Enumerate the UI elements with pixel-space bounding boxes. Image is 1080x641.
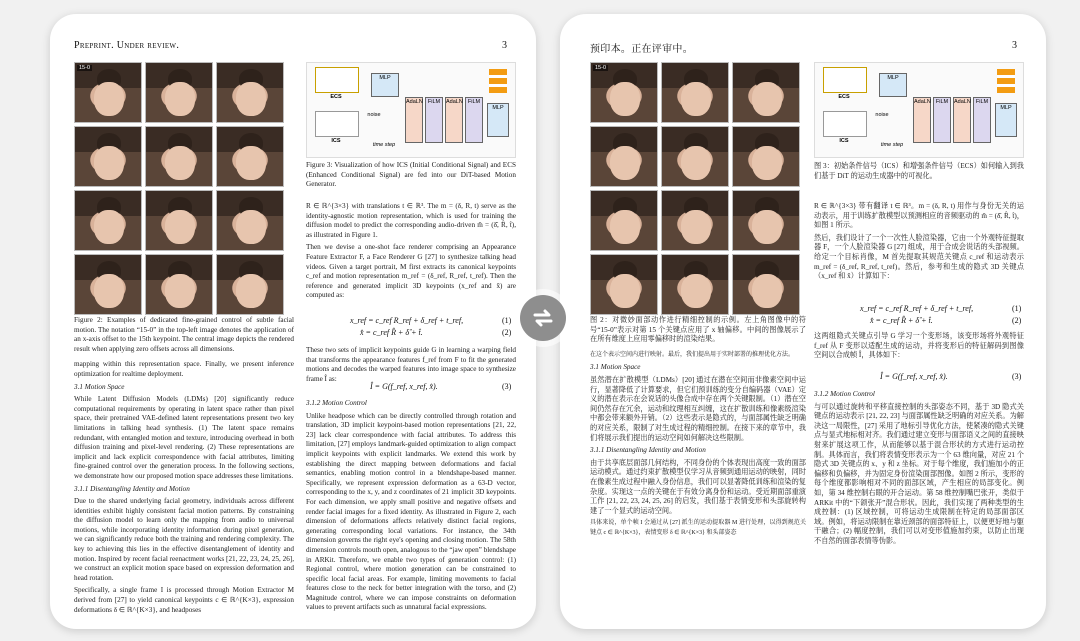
figure-2-caption: 图 2：对微妙面部动作进行精细控制的示例。左上角图像中的符号“15-0”表示对第 15 个关键点应用了 x 轴偏移。中间的图像展示了在所有维度上应用零偏移时的渲染结果。 xyxy=(590,316,806,344)
right-column-cont xyxy=(814,332,1024,364)
noise-label: noise xyxy=(367,112,381,118)
equation-1-number: (1) xyxy=(1012,304,1022,313)
section-title: 3.1 Motion Space xyxy=(74,382,125,391)
paragraph: R ∈ ℝ^{3×3} with translations t ∈ ℝ³. The m = (δ, R, t) serve as the identity-agnostic motion representation, which is used for training the diffusion model to predict the corresponding audio-driven m̂ = (δ̂, R̂, t̂), as illustrated in Figure 1. xyxy=(306,202,516,239)
adaln-block: AdaLN xyxy=(445,97,463,143)
ecs-input-box xyxy=(315,67,359,93)
ecs-label: ECS xyxy=(330,94,342,100)
equation-1-number: (1) xyxy=(502,316,512,325)
paragraph: Specifically, a single frame I is processed through Motion Extractor M derived from [27] to yield canonical keypoints c ∈ ℝ^{K×3}, expression deformations δ ∈ ℝ^{K×3}, and headposes xyxy=(74,586,294,614)
film-block: FiLM xyxy=(465,97,483,143)
chinese-paper-page xyxy=(560,14,1046,629)
output-stack-icon xyxy=(489,69,507,93)
face-image xyxy=(732,190,800,251)
equation-2-number: (2) xyxy=(1012,316,1022,325)
face-image xyxy=(216,62,284,123)
equation-2-number: (2) xyxy=(502,328,512,337)
mlp-block: MLP xyxy=(879,73,907,97)
face-image xyxy=(145,62,213,123)
equation-3: Î = G(f_ref, x_ref, x̂). xyxy=(880,372,948,381)
face-image xyxy=(74,254,142,315)
face-image xyxy=(216,254,284,315)
paragraph: 虽然潜在扩散模型（LDMs）[20] 通过在潜在空间而非像素空间中运行，显著降低了计算要求，但它们预训练的变分自编码器（VAE）定义的潜在表示在会说话的头像合成中存在两个关键限制。（1）潜在空间仍然存在冗余，运动和纹理相互纠缠，这在扩散训练和像素级渲染中都会带来额外开销。（2）这些表示是隐式的，与面部属性缺乏明确的对应关系，限制了对生成过程的精细控制。在接下来的章节中，我们将展示我们提出的运动空间如何解决这些限制。 xyxy=(590,375,806,442)
face-image xyxy=(216,190,284,251)
figure-3-caption: Figure 3: Visualization of how ICS (Initial Conditional Signal) and ECS (Enhanced Conditional Signal) are fed into our DiT-based Motion Generator. xyxy=(306,161,516,189)
ecs-label: ECS xyxy=(838,94,850,100)
paragraph: Then we devise a one-shot face renderer comprising an Appearance Feature Extractor F, a Face Renderer G [27] to synthesize talking head videos. Given a target portrait, M first extracts its canonical keypoints c_ref and motion representation m_ref = (δ_ref, R_ref, t_ref). Then the reference and generated implicit 3D keypoints (x_ref and x̂) are computed as: xyxy=(306,243,516,300)
face-image xyxy=(661,126,729,187)
equation-3-number: (3) xyxy=(1012,372,1022,381)
face-image xyxy=(732,126,800,187)
face-image xyxy=(590,126,658,187)
output-stack-icon xyxy=(997,69,1015,93)
adaln-block: AdaLN xyxy=(913,97,931,143)
section-title: 3.1.1 Disentangling Identity and Motion xyxy=(590,446,706,455)
face-image xyxy=(74,126,142,187)
equation-2: x̂ = c_ref R̂ + δ̂ + t̂. xyxy=(870,316,933,325)
page-header: Preprint. Under review. xyxy=(74,40,180,51)
equation-3: Î = G(f_ref, x_ref, x̂). xyxy=(370,382,438,391)
ics-label: ICS xyxy=(839,138,849,144)
ics-label: ICS xyxy=(331,138,341,144)
equation-3-number: (3) xyxy=(502,382,512,391)
face-image xyxy=(145,254,213,315)
paragraph: mapping within this representation space. Finally, we present inference optimization for realtime deployment. xyxy=(74,360,294,378)
film-block: FiLM xyxy=(973,97,991,143)
face-tag: 15-0 xyxy=(595,65,607,71)
face-image xyxy=(661,254,729,315)
face-grid xyxy=(590,62,800,315)
paragraph: While Latent Diffusion Models (LDMs) [20] significantly reduce computational requirements by operating in latent space rather than pixel space, their pretrained VAE-defined latent representations present two key limitations in talking head synthesis. (1) The latent space remains redundant, with entangled motion and texture, introducing overhead in both diffusion training and pixel-level rendering. (2) These representations are implicit and lack explicit correspondence with facial attributes, limiting fine-grained control over the generation process. In the following sections, we demonstrate how our proposed motion space addresses these limitations. xyxy=(74,395,294,480)
film-block: FiLM xyxy=(933,97,951,143)
paragraph: 与可以通过旋转和平移直接控制的头部姿态不同，基于 3D 隐式关键点的运动表示 [21, 22, 23] 与面部属性缺乏明确的对应关系。为解决这一局限性，[27] 采用了地标引导优化方法，使紧凑的隐式关键点与显式地标相对齐。我们通过建立变形与面部语义之间的直接映射来扩展这项工作，从而能够以基于混合形状的方式进行运动控制。具体而言，我们将表情变形表示为一个 63 维向量，对应 21 个隐式 3D 关键点的 x、y 和 z 坐标。对于每个维度，我们施加小的正偏移和负偏移，并为固定身份渲染面部图像。如图 2 所示，变形的每个维度都影响相对不同的面部区域，产生相应的局部变化。例如，第 34 维控制右眼的开合运动。第 58 维控制嘴巴张开，类似于 ARKit 中的“下颌张开”混合形状。因此，我们实现了两种类型的生成控制：(1) 区域控制，可将运动生成限制在特定的局部面部区域。例如，将运动限制在靠近颈部的面部特征上，以便更好地与躯干融合；(2) 幅度控制，我们可以对变形值施加约束，以防止出现不自然的面部表情等伪影。 xyxy=(814,402,1024,545)
left-column xyxy=(590,316,806,541)
face-image xyxy=(590,190,658,251)
paragraph: 在这个表示空间内进行映射。最后，我们提出用于实时部署的推理优化方法。 xyxy=(590,351,795,358)
section-title: 3.1.1 Disentangling Identity and Motion xyxy=(74,484,190,493)
equation-1: x_ref = c_ref R_ref + δ_ref + t_ref, xyxy=(860,304,974,313)
ics-ecs-diagram xyxy=(814,62,1024,158)
figure-3-caption: 图 3：初始条件信号（ICS）和增强条件信号（ECS）如何输入到我们基于 DiT 的运动生成器中的可视化。 xyxy=(814,162,1024,180)
right-column-motion-control xyxy=(814,390,1024,550)
face-image xyxy=(732,62,800,123)
page-number: 3 xyxy=(1012,40,1017,51)
face-image xyxy=(732,254,800,315)
face-image xyxy=(74,62,142,123)
time-step-label: time step xyxy=(372,142,396,148)
adaln-block: AdaLN xyxy=(405,97,423,143)
section-title: 3.1.2 Motion Control xyxy=(306,399,367,407)
ics-input-box xyxy=(315,111,359,137)
english-paper-page xyxy=(50,14,536,629)
face-image xyxy=(216,126,284,187)
noise-label: noise xyxy=(875,112,889,118)
mlp-block: MLP xyxy=(995,103,1017,137)
equation-2: x̂ = c_ref R̂ + δ̂ + t̂. xyxy=(360,328,423,337)
ics-input-box xyxy=(823,111,867,137)
paragraph: Unlike headpose which can be directly controlled through rotation and translation, 3D implicit keypoint-based motion representations [21, 22, 23] lack clear correspondence with facial attributes. To address this limitation, [27] employs landmark-guided optimization to align compact implicit keypoints with explicit landmarks. We extend this work by establishing the direct mapping between deformations and facial semantics, enabling motion control in a blendshape-based manner. Specifically, we represent expression deformation as a 63-D vector, corresponding to the x, y, and z coordinates of 21 implicit 3D keypoints. For each dimension, we apply small positive and negative offsets and render facial images for a fixed identity. As illustrated in Figure 2, each dimension of deformations affects relatively distinct facial regions, generating corresponding local variations. For instance, the 34th dimension governs the right eye's opening and closing motion. The 58th dimension controls mouth open, analogous to the “jaw open” blendshape in ARKit. Therefore, we enable two types of generation control: (1) Regional control, where motion generation can be constrained to specific local facial areas. For example, limiting movements to facial features close to the neck for better integration with the torso, and (2) Magnitude control, where we can impose constraints on deformation values to prevent artifacts such as unnatural facial expressions. xyxy=(306,411,516,612)
mlp-block: MLP xyxy=(371,73,399,97)
face-grid xyxy=(74,62,284,315)
face-image xyxy=(661,62,729,123)
paragraph: 这两组隐式关键点引导 G 学习一个变形场，该变形场将外观特征 f_ref 从 F 变形以适配生成的运动，并将变形后的特征解码到图像空间以合成帧 Î，具体如下： xyxy=(814,332,1024,360)
face-image xyxy=(661,190,729,251)
swap-arrows-icon xyxy=(530,305,556,331)
page-number: 3 xyxy=(502,40,507,51)
ics-ecs-diagram xyxy=(306,62,516,158)
face-image xyxy=(145,126,213,187)
adaln-block: AdaLN xyxy=(953,97,971,143)
paragraph: 由于共享底层面部几何结构，不同身份的个体表现出高度一致的面部运动模式。通过约束扩散模型仅学习从音频到通用运动的映射，同时在像素生成过程中融入身份信息，我们可以显著降低训练和渲染的复杂度。实现这一点的关键在于有效分离身份和运动。受近期面部重演工作 [21, 22, 23, 24, 25, 26] 的启发，我们基于表情变形和头部旋转构建了一个显式的运动空间。 xyxy=(590,458,806,515)
page-header: 预印本。正在评审中。 xyxy=(590,44,693,55)
face-image xyxy=(590,62,658,123)
right-column xyxy=(814,202,1024,285)
time-step-label: time step xyxy=(880,142,904,148)
face-image xyxy=(145,190,213,251)
face-image xyxy=(590,254,658,315)
equation-1: x_ref = c_ref R_ref + δ_ref + t_ref, xyxy=(350,316,464,325)
figure-2-caption: Figure 2: Examples of dedicated fine-grained control of subtle facial motion. The notation “15-0” in the top-left image denotes the application of an x-axis offset to the 15th keypoint. The central image depicts the rendered result when applying zero offsets across all dimensions. xyxy=(74,316,294,353)
left-column xyxy=(74,316,294,618)
swap-arrows-button[interactable] xyxy=(520,295,566,341)
film-block: FiLM xyxy=(425,97,443,143)
ecs-input-box xyxy=(823,67,867,93)
paragraph: 具体来说，单个帧 I 会通过从 [27] 派生的运动提取器 M 进行处理，以得到规范关键点 c ∈ ℝ^{K×3}，表情变形 δ ∈ ℝ^{K×3} 和头部姿态 xyxy=(590,520,806,536)
right-column xyxy=(306,202,516,304)
right-column-motion-control xyxy=(306,399,516,616)
paragraph: 然后，我们设计了一个一次性人脸渲染器，它由一个外观特征提取器 F，一个人脸渲染器 G [27] 组成，用于合成会说话的头部视频。给定一个目标肖像，M 首先提取其规范关键点 c_ref 和运动表示 m_ref = (δ_ref, R_ref, t_ref)。然后，参考和生成的隐式 3D 关键点（x_ref 和 x̂）计算如下： xyxy=(814,233,1024,281)
paragraph: These two sets of implicit keypoints guide G in learning a warping field that transforms the appearance features f_ref from F to fit the generated motions and decodes the warped features into image space to synthesize frame Î as: xyxy=(306,346,516,383)
face-image xyxy=(74,190,142,251)
face-tag: 15-0 xyxy=(79,65,91,71)
section-title: 3.1.2 Motion Control xyxy=(814,390,875,398)
mlp-block: MLP xyxy=(487,103,509,137)
paragraph: Due to the shared underlying facial geometry, individuals across different identities exhibit highly consistent facial motion patterns. By constraining the diffusion model to learn only the mapping from audio to universal motions, while incorporating identity information during pixel generation, we can significantly reduce both the training and rendering complexity. The key to achieving this lies in the effective disentanglement of identity and motion. Inspired by recent facial reenactment works [21, 22, 23, 24, 25, 26], we construct an explicit motion space based on expression deformation and head rotation. xyxy=(74,497,294,582)
section-title: 3.1 Motion Space xyxy=(590,363,641,372)
paragraph: R ∈ ℝ^{3×3} 带有翻译 t ∈ ℝ³。m = (δ, R, t) 用作与身份无关的运动表示，用于训练扩散模型以预测相应的音频驱动的 m̂ = (δ̂, R̂, t̂)，如图 1 所示。 xyxy=(814,202,1024,230)
